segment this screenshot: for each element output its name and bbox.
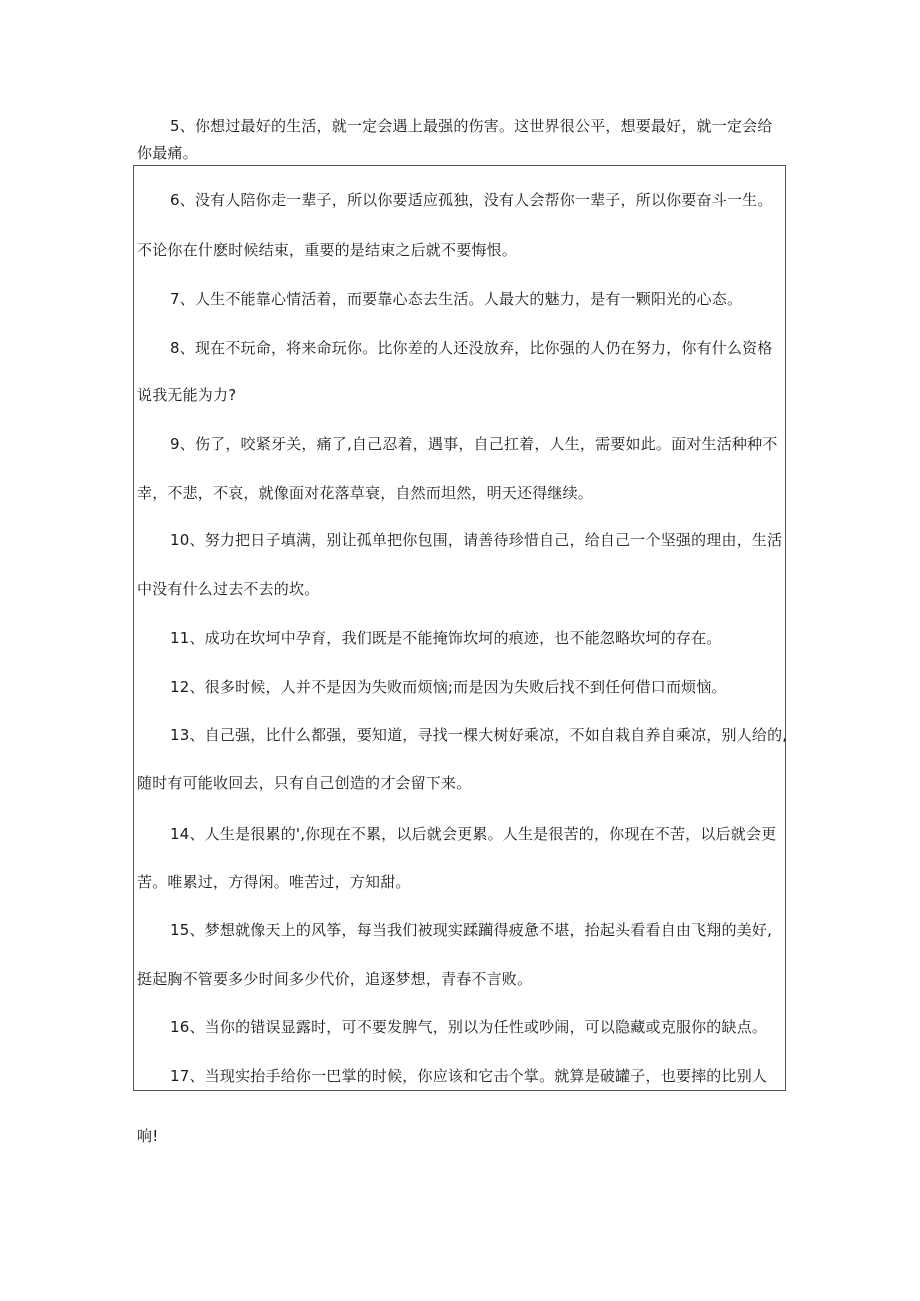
paragraph-10-line-2: 中没有什么过去不去的坎。 xyxy=(137,580,320,598)
paragraph-17-line-1: 17、当现实抬手给你一巴掌的时候，你应该和它击个掌。就算是破罐子，也要摔的比别人 xyxy=(170,1067,768,1085)
paragraph-5-line-2: 你最痛。 xyxy=(137,144,198,162)
paragraph-14-line-2: 苦。唯累过，方得闲。唯苦过，方知甜。 xyxy=(137,873,411,891)
paragraph-17-line-2: 响! xyxy=(137,1127,159,1145)
paragraph-12-line-1: 12、很多时候，人并不是因为失败而烦恼;而是因为失败后找不到任何借口而烦恼。 xyxy=(170,678,727,696)
paragraph-7-line-1: 7、人生不能靠心情活着，而要靠心态去生活。人最大的魅力，是有一颗阳光的心态。 xyxy=(170,290,743,308)
paragraph-9-line-1: 9、伤了，咬紧牙关，痛了,自己忍着，遇事，自己扛着，人生，需要如此。面对生活种种不 xyxy=(170,435,778,453)
paragraph-8-line-1: 8、现在不玩命，将来命玩你。比你差的人还没放弃，比你强的人仍在努力，你有什么资格 xyxy=(170,339,773,357)
paragraph-9-line-2: 幸，不悲，不哀，就像面对花落草衰，自然而坦然，明天还得继续。 xyxy=(137,484,594,502)
paragraph-8-line-2: 说我无能为力? xyxy=(137,386,237,404)
paragraph-6-line-1: 6、没有人陪你走一辈子，所以你要适应孤独，没有人会帮你一辈子，所以你要奋斗一生。 xyxy=(170,191,773,209)
paragraph-15-line-1: 15、梦想就像天上的风筝，每当我们被现实蹂躏得疲惫不堪，抬起头看看自由飞翔的美好, xyxy=(170,921,773,939)
paragraph-13-line-1: 13、自己强，比什么都强，要知道，寻找一棵大树好乘凉，不如自栽自养自乘凉，别人给的, xyxy=(170,726,788,744)
paragraph-15-line-2: 挺起胸不管要多少时间多少代价，追逐梦想，青春不言败。 xyxy=(137,970,533,988)
paragraph-10-line-1: 10、努力把日子填满，别让孤单把你包围，请善待珍惜自己，给自己一个坚强的理由，生活 xyxy=(170,531,783,549)
paragraph-14-line-1: 14、人生是很累的',你现在不累，以后就会更累。人生是很苦的，你现在不苦，以后就会更 xyxy=(170,825,777,843)
paragraph-11-line-1: 11、成功在坎坷中孕育，我们既是不能掩饰坎坷的痕迹，也不能忽略坎坷的存在。 xyxy=(170,629,722,647)
paragraph-6-line-2: 不论你在什麽时候结束，重要的是结束之后就不要悔恨。 xyxy=(137,241,518,259)
paragraph-16-line-1: 16、当你的错误显露时，可不要发脾气，别以为任性或吵闹，可以隐藏或克服你的缺点。 xyxy=(170,1018,768,1036)
paragraph-5-line-1: 5、你想过最好的生活，就一定会遇上最强的伤害。这世界很公平，想要最好，就一定会给 xyxy=(170,117,773,135)
paragraph-13-line-2: 随时有可能收回去，只有自己创造的才会留下来。 xyxy=(137,774,472,792)
